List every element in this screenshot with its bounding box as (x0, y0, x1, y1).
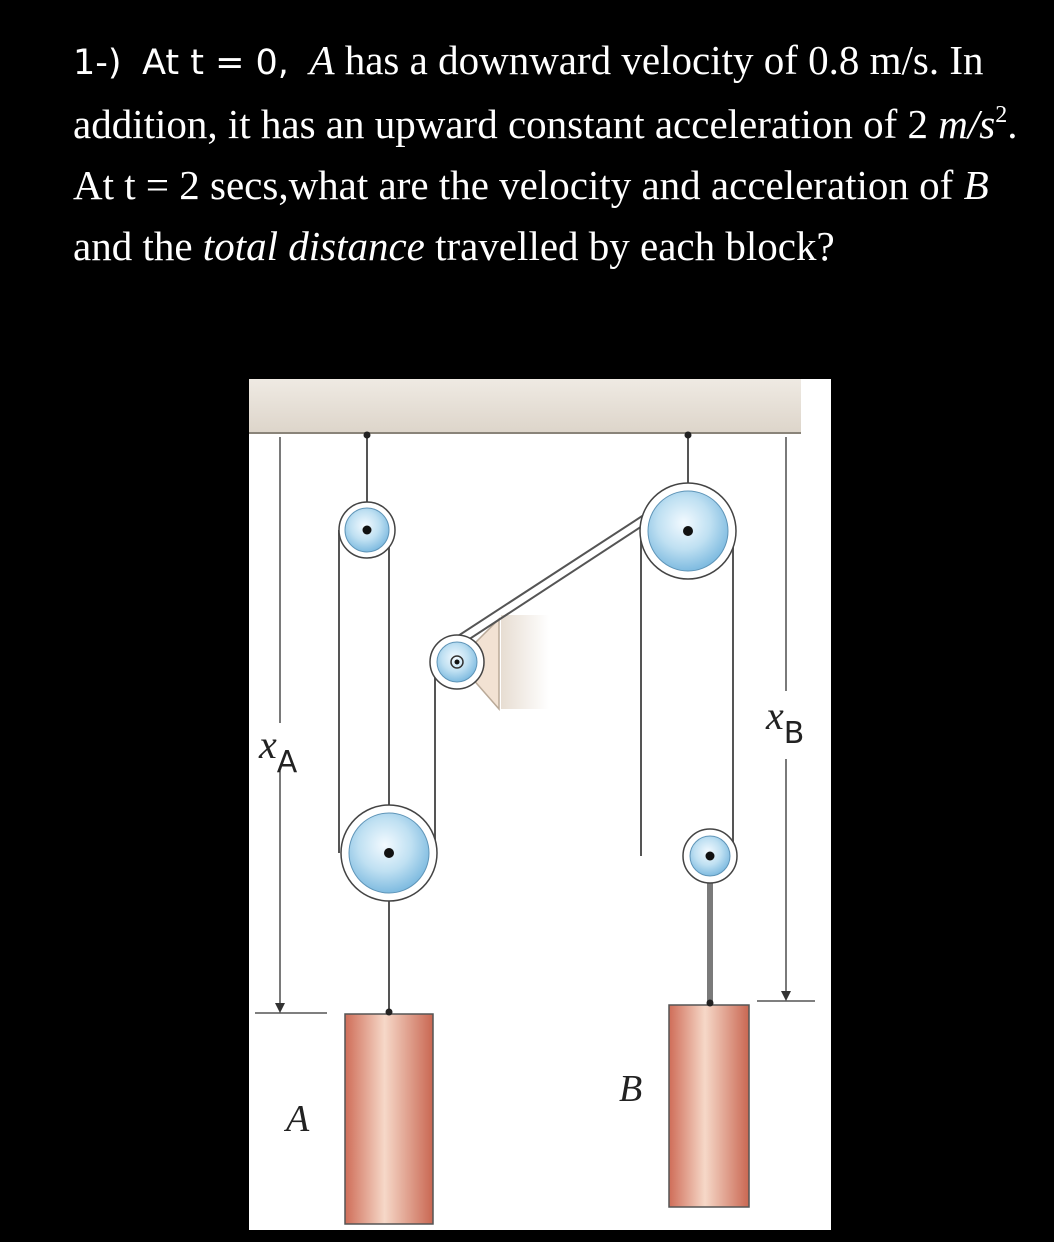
label-xb-subscript: B (783, 716, 805, 751)
pulley-lower-left (341, 805, 437, 901)
wall-support (501, 615, 549, 709)
pulley-top-left (339, 502, 395, 558)
problem-statement (73, 30, 1033, 277)
problem-text-2: . At t = 2 secs,what are the velocity and acceleration of (73, 101, 1018, 208)
var-a: A (309, 37, 335, 83)
label-xa: $x_A$ (259, 722, 298, 780)
var-b: B (963, 162, 989, 208)
anchor-right (685, 432, 692, 439)
block-b (669, 1005, 749, 1207)
block-b-hook (707, 1000, 714, 1007)
block-a-hook (386, 1009, 393, 1016)
problem-time-condition: At t = 0, (142, 43, 289, 83)
label-block-a: A (286, 1098, 310, 1140)
pulley-lower-right (683, 829, 737, 883)
total-distance-phrase: total distance (202, 223, 425, 269)
problem-text-1: has a downward velocity of 0.8 m/s. In addition, it has an upward constant acceleration of 2 (73, 37, 984, 147)
label-xa-subscript: A (276, 745, 298, 780)
dimension-xa-arrowhead (275, 1003, 285, 1013)
dimension-xb-arrowhead (781, 991, 791, 1001)
pulley-diagram (249, 379, 831, 1230)
problem-text-4: travelled by each block? (424, 223, 835, 269)
label-xb: $x_B$ (766, 693, 805, 751)
pulley-diagram-svg (249, 379, 831, 1230)
problem-number: 1-) (73, 43, 122, 83)
anchor-left (364, 432, 371, 439)
pulley-top-right (640, 483, 736, 579)
accel-unit: m/s (938, 101, 996, 147)
accel-exponent: 2 (995, 102, 1008, 128)
problem-text-3: and the (73, 223, 203, 269)
block-a (345, 1014, 433, 1224)
ceiling (249, 379, 801, 433)
pulley-wall (430, 635, 484, 689)
label-block-b: B (619, 1068, 643, 1110)
